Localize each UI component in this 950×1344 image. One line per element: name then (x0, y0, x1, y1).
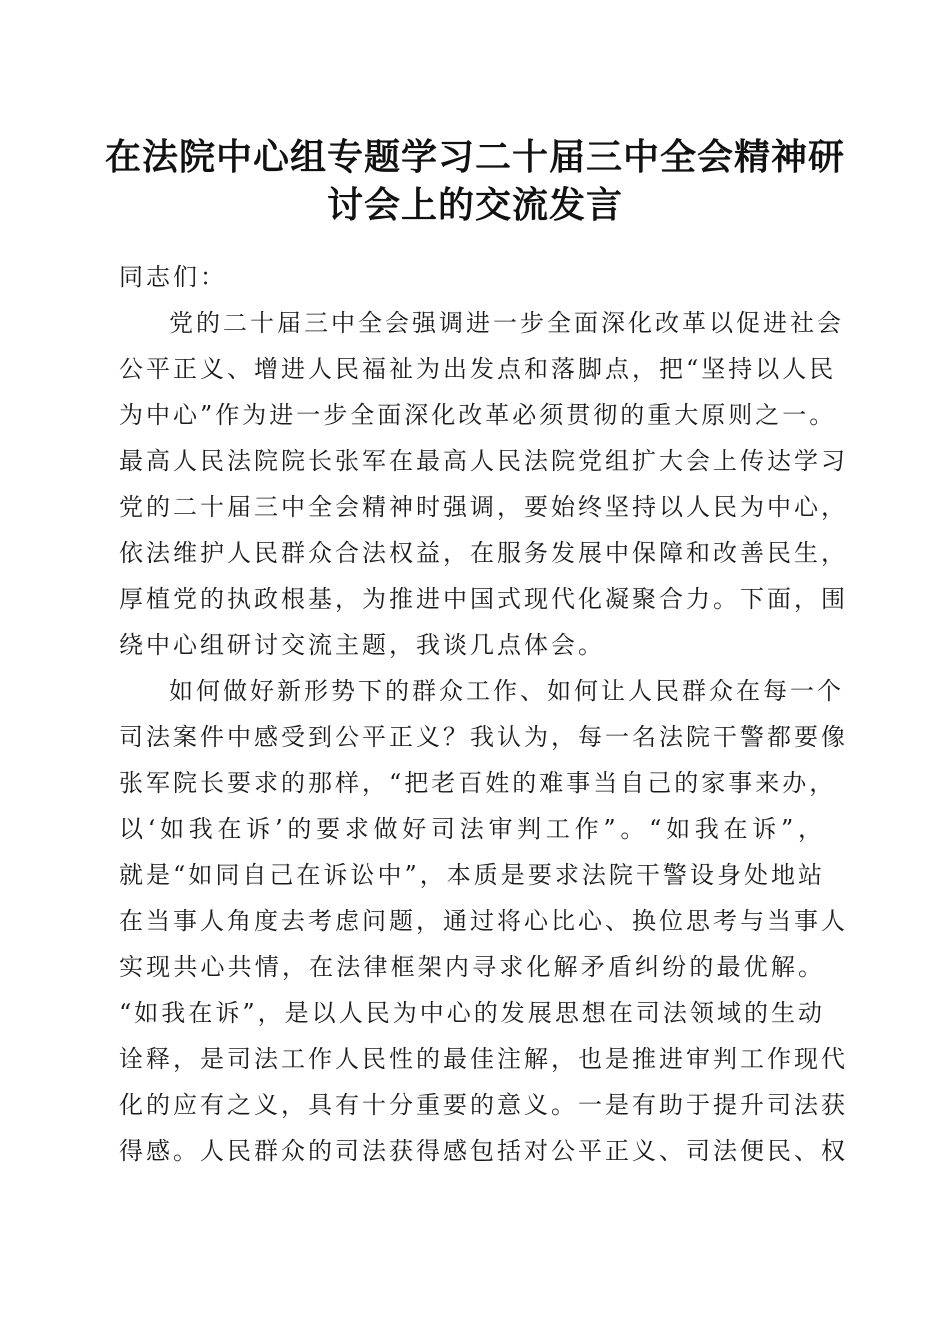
title-line-2: 讨会上的交流发言 (326, 185, 623, 226)
title-line-1: 在法院中心组专题学习二十届三中全会精神研 (104, 137, 845, 178)
document-body (119, 254, 848, 1174)
document-title (100, 134, 850, 230)
paragraph-1 (119, 300, 848, 668)
paragraph-line: 化的应有之义，具有十分重要的意义。一是有助于提升司法获 (119, 1091, 848, 1119)
paragraph-line: 党的二十届三中全会精神时强调，要始终坚持以人民为中心， (119, 493, 848, 521)
salutation: 同志们： (119, 263, 227, 291)
paragraph-line: 绕中心组研讨交流主题，我谈几点体会。 (119, 631, 605, 659)
paragraph-line: 以‘如我在诉’的要求做好司法审判工作”。“如我在诉”， (119, 815, 825, 843)
paragraph-line: 实现共心共情，在法律框架内寻求化解矛盾纠纷的最优解。 (119, 953, 825, 981)
paragraph-line: 依法维护人民群众合法权益，在服务发展中保障和改善民生， (119, 539, 848, 567)
paragraph-line: “如我在诉”，是以人民为中心的发展思想在司法领域的生动 (119, 999, 825, 1027)
paragraph-line: 为中心”作为进一步全面深化改革必须贯彻的重大原则之一。 (119, 401, 837, 429)
paragraph-2 (119, 668, 848, 1174)
paragraph-line: 公平正义、增进人民福祉为出发点和落脚点，把“坚持以人民 (119, 355, 837, 383)
paragraph-line: 诠释，是司法工作人民性的最佳注解，也是推进审判工作现代 (119, 1045, 848, 1073)
paragraph-line: 司法案件中感受到公平正义？我认为，每一名法院干警都要像 (119, 723, 848, 751)
paragraph-line: 就是“如同自己在诉讼中”，本质是要求法院干警设身处地站 (119, 861, 825, 889)
paragraph-line: 最高人民法院院长张军在最高人民法院党组扩大会上传达学习 (119, 447, 848, 475)
paragraph-line: 张军院长要求的那样，“把老百姓的难事当自己的家事来办， (119, 769, 837, 797)
paragraph-line: 得感。人民群众的司法获得感包括对公平正义、司法便民、权 (119, 1137, 848, 1165)
paragraph-line: 厚植党的执政根基，为推进中国式现代化凝聚合力。下面，围 (119, 585, 848, 613)
paragraph-line: 如何做好新形势下的群众工作、如何让人民群众在每一个 (169, 677, 844, 705)
paragraph-line: 党的二十届三中全会强调进一步全面深化改革以促进社会 (169, 309, 844, 337)
paragraph-line: 在当事人角度去考虑问题，通过将心比心、换位思考与当事人 (119, 907, 848, 935)
